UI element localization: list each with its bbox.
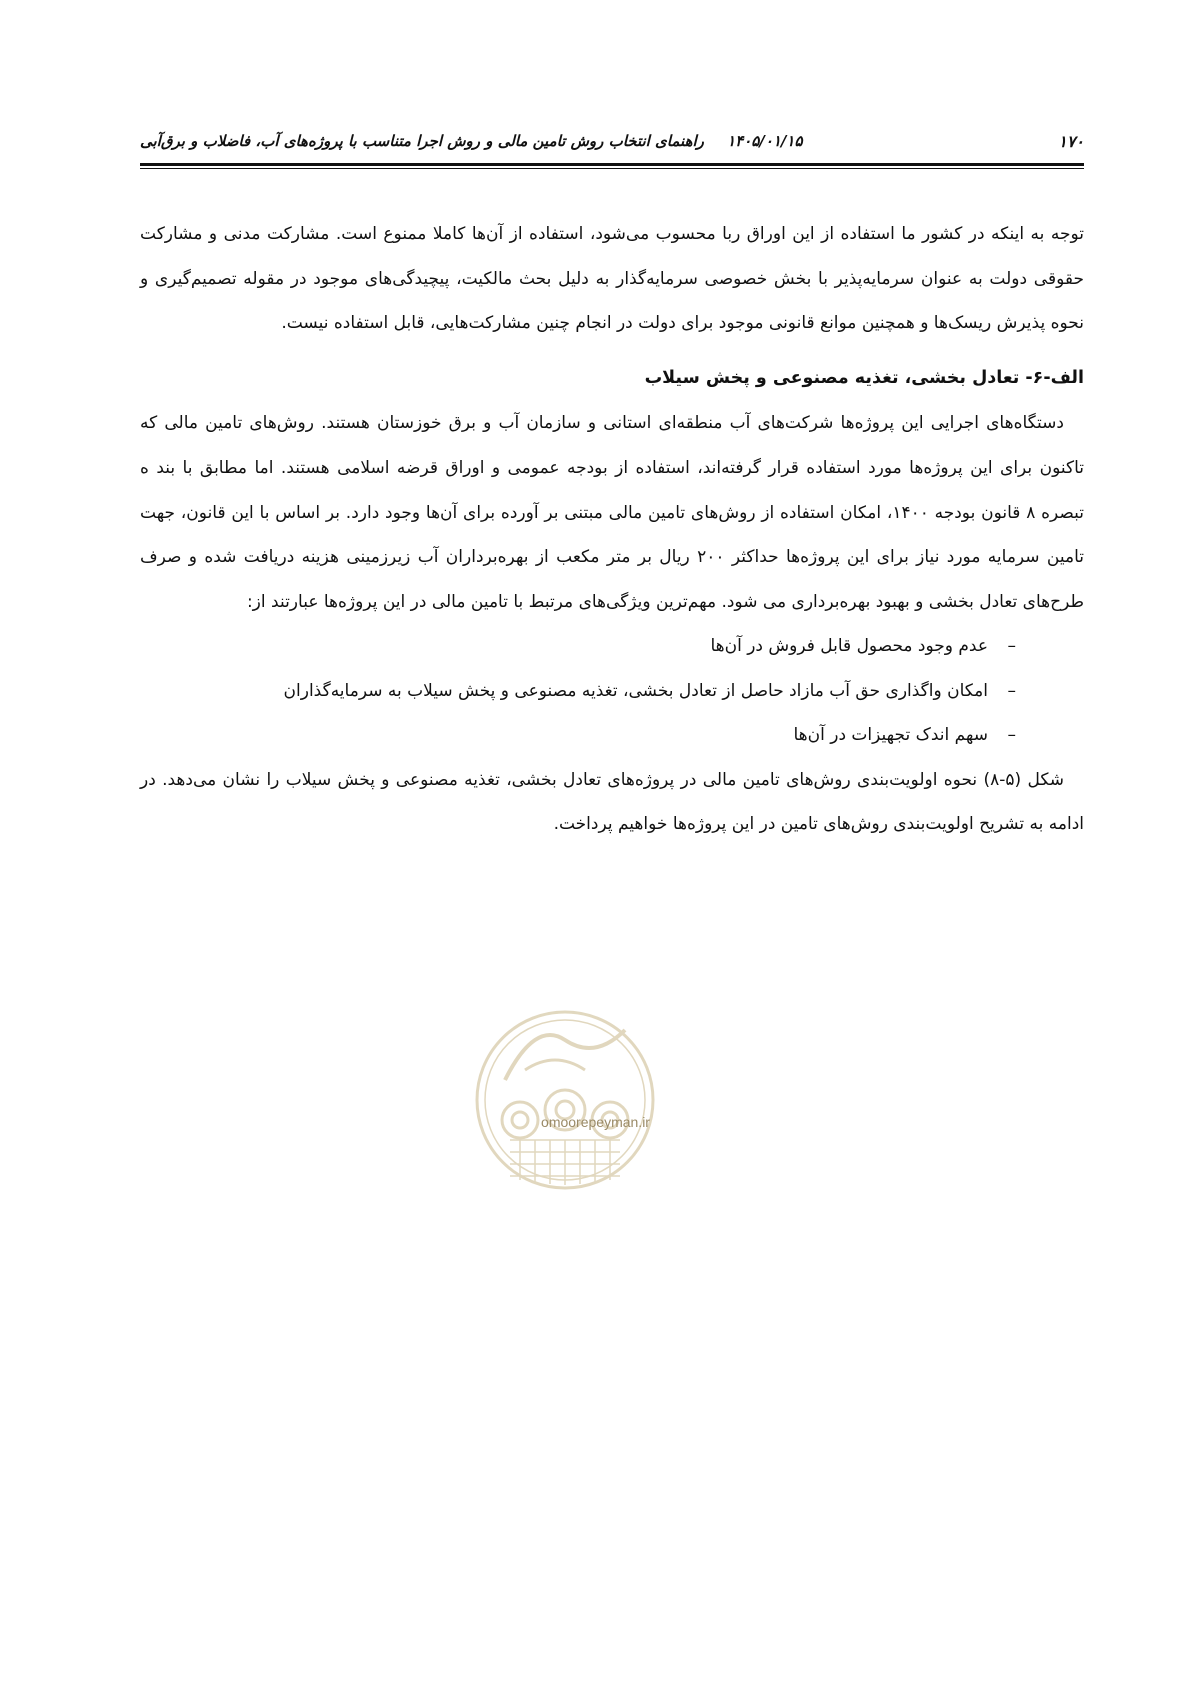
header-title: راهنمای انتخاب روش تامین مالی و روش اجرا متناسب با پروژه‌های آب، فاضلاب و برق‌آبی xyxy=(140,132,704,150)
running-title xyxy=(140,132,803,150)
page-number: ۱۷۰ xyxy=(1058,132,1084,151)
feature-list xyxy=(140,624,1084,758)
bullet-dash: – xyxy=(1007,725,1016,746)
list-item xyxy=(140,624,1016,669)
page-header xyxy=(140,128,1084,156)
list-item-text: امکان واگذاری حق آب مازاد حاصل از تعادل بخشی، تغذیه مصنوعی و پخش سیلاب به سرمایه‌گذاران xyxy=(283,680,988,701)
bullet-dash: – xyxy=(1007,680,1016,701)
list-item xyxy=(140,713,1016,758)
paragraph-intro: توجه به اینکه در کشور ما استفاده از این اوراق ربا محسوب می‌شود، استفاده از آن‌ها کاملا ممنوع است. مشارکت مدنی و مشارکت حقوقی دولت به عنوان سرمایه‌پذیر با بخش خصوصی سرمایه‌گذار به دلیل بحث مالکیت، پیچیدگی‌های موجود در مقوله تصمیم‌گیری و نحوه پذیرش ریسک‌ها و همچنین موانع قانونی موجود برای دولت در انجام چنین مشارکت‌هایی، قابل استفاده نیست. xyxy=(140,224,1084,334)
list-item xyxy=(140,669,1016,714)
page-body xyxy=(140,212,1084,847)
list-item-text: سهم اندک تجهیزات در آن‌ها xyxy=(793,725,988,746)
header-rule-thin xyxy=(140,168,1084,169)
paragraph-description: دستگاه‌های اجرایی این پروژه‌ها شرکت‌های آب منطقه‌ای استانی و سازمان آب و برق خوزستان هستند. روش‌های تامین مالی که تاکنون برای این پروژه‌ها مورد استفاده قرار گرفته‌اند، استفاده از بودجه عمومی و اوراق قرضه اسلامی هستند. اما مطابق با بند ه تبصره ۸ قانون بودجه ۱۴۰۰، امکان استفاده از روش‌های تامین مالی مبتنی بر آورده برای آن‌ها وجود دارد. بر اساس با این قانون، جهت تامین سرمایه مورد نیاز برای این پروژه‌ها حداکثر ۲۰۰ ریال بر متر مکعب از بهره‌برداران آب زیرزمینی هزینه دریافت شده و صرف طرح‌های تعادل بخشی و بهبود بهره‌برداری می شود. مهم‌ترین ویژگی‌های مرتبط با تامین مالی در این پروژه‌ها عبارتند از: xyxy=(140,413,1084,612)
watermark-url-text: omoorepeyman.ir xyxy=(541,1114,650,1130)
header-rule-thick xyxy=(140,163,1084,166)
list-item-text: عدم وجود محصول قابل فروش در آن‌ها xyxy=(710,636,988,657)
watermark-logo-icon xyxy=(465,1000,665,1200)
paragraph-figure-reference: شکل (۵-۸) نحوه اولویت‌بندی روش‌های تامین مالی در پروژه‌های تعادل بخشی، تغذیه مصنوعی و پخش سیلاب را نشان می‌دهد. در ادامه به تشریح اولویت‌بندی روش‌های تامین در این پروژه‌ها خواهیم پرداخت. xyxy=(140,769,1084,835)
header-date: ۱۴۰۵/۰۱/۱۵ xyxy=(727,132,803,150)
bullet-dash: – xyxy=(1007,636,1016,657)
section-heading: الف-۶- تعادل بخشی، تغذیه مصنوعی و پخش سیلاب xyxy=(644,367,1084,388)
watermark-url xyxy=(0,1114,1191,1130)
